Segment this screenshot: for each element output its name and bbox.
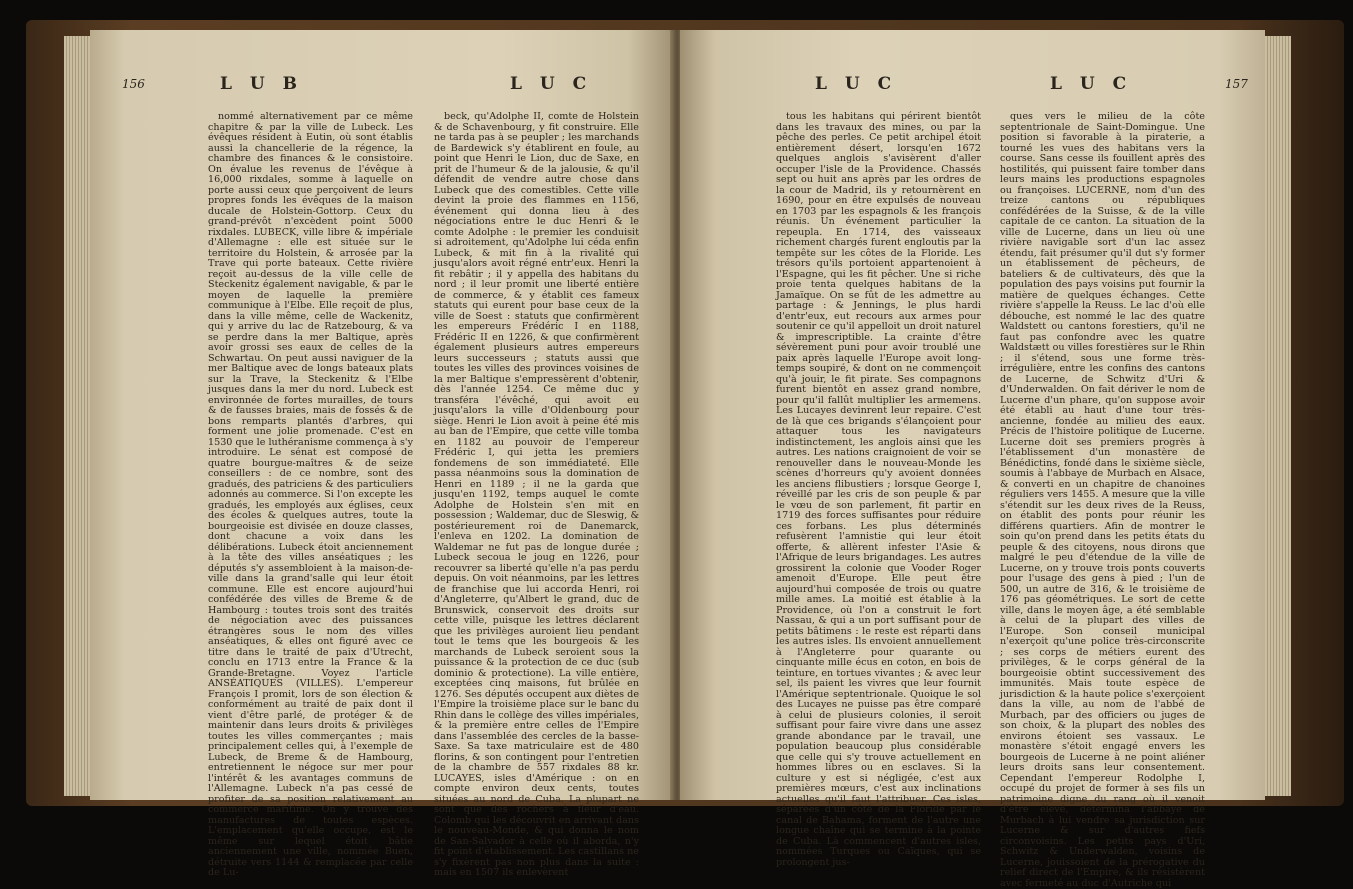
- page-edges-left: [64, 36, 90, 796]
- right-page-column-2: ques vers le milieu de la côte septentrionale de Saint-Domingue. Une position si favorable à la piraterie, a tourné les vues des habitans vers la course. Sans cesse ils fouillent après des hostilités, qui puissent faire tomber dans leurs mains les productions espagnoles ou françoises. LUCERNE, nom d'un des treize cantons ou républiques confédérées de la Suisse, & de la ville capitale de ce canton. La situation de la ville de Lucerne, dans un lieu où une rivière navigable sort d'un lac assez étendu, fait présumer qu'il dut s'y former un établissement de pêcheurs, de bateliers & de cultivateurs, dès que la population des pays voisins put fournir la matière de quelques échanges. Cette rivière s'appelle la Reuss. Le lac d'où elle débouche, est nommé le lac des quatre Waldstett ou cantons forestiers, qu'il ne faut pas confondre avec les quatre Waldstætt ou villes forestières sur le Rhin ; il s'étend, sous une forme très-irrégulière, entre les confins des cantons de Lucerne, de Schwitz d'Uri & d'Underwalden. On fait dériver le nom de Lucerne d'un phare, qu'on suppose avoir été établi au haut d'une tour très-ancienne, fondée au milieu des eaux. Précis de l'histoire politique de Lucerne. Lucerne doit ses premiers progrès à l'établissement d'un monastère de Bénédictins, fondé dans le sixième siècle, soumis à l'abbaye de Murbach en Alsace, & converti en un chapitre de chanoines réguliers vers 1455. A mesure que la ville s'étendit sur les deux rives de la Reuss, on établit des ponts pour réunir les différens quartiers. Afin de montrer le soin qu'on prend dans les petits états du peuple & des citoyens, nous dirons que malgré le peu d'étendue de la ville de Lucerne, on y trouve trois ponts couverts pour l'usage des gens à pied ; l'un de 500, un autre de 316, & le troisième de 176 pas géométriques. Le sort de cette ville, dans le moyen âge, a été semblable à celui de la plupart des villes de l'Europe. Son conseil municipal n'exerçoit qu'une police très-circonscrite ; ses corps de métiers eurent des privilèges, & le corps général de la bourgeoisie obtint successivement des immunités. Mais toute espèce de jurisdiction & la haute police s'exerçoient dans la ville, au nom de l'abbé de Murbach, par des officiers ou juges de son choix, & la plupart des nobles des environs étoient ses vassaux. Le monastère s'étoit engagé envers les bourgeois de Lucerne à ne point aliéner leurs droits sans leur consentement. Cependant l'empereur Rodolphe I, occupé du projet de former à ses fils un patrimoine digne du rang où il venoit d'être élevé, détermina l'abbaye de Murbach à lui vendre sa jurisdiction sur Lucerne & sur d'autres fiefs circonvoisins. Les petits pays d'Uri, Schwitz & Underwalden, voisins de Lucerne, jouissoient de la prérogative du relief direct de l'Empire, & ils résistèrent avec fermeté au duc d'Autriche qui: [1000, 111, 1205, 889]
- right-running-head-left: L U C: [815, 74, 898, 94]
- page-edges-right: [1265, 36, 1291, 796]
- right-page-number: 157: [1225, 77, 1248, 91]
- left-running-head-right: L U C: [510, 74, 593, 94]
- left-running-head-left: L U B: [220, 74, 303, 94]
- right-page: [680, 30, 1265, 889]
- right-page-column-1: tous les habitans qui périrent bientôt dans les travaux des mines, ou par la pêche des perles. Ce petit archipel étoit entièrement désert, lorsqu'en 1672 quelques anglois s'avisèrent d'aller occuper l'isle de la Providence. Chassés sept ou huit ans après par les ordres de la cour de Madrid, ils y retournèrent en 1690, pour en être expulsés de nouveau en 1703 par les espagnols & les françois réunis. Un événement particulier la repeupla. En 1714, des vaisseaux richement chargés furent engloutis par la tempête sur les côtes de la Floride. Les trésors qu'ils portoient appartenoient à l'Espagne, qui les fit pêcher. Une si riche proie tenta quelques habitans de la Jamaïque. On se fût de les admettre au partage : & Jennings, le plus hardi d'entr'eux, eut recours aux armes pour soutenir ce qu'il appelloit un droit naturel & imprescriptible. La crainte d'être sévèrement puni pour avoir troublé une paix après laquelle l'Europe avoit long-temps soupiré, & dont on ne commençoit qu'à jouir, le fit pirate. Ses compagnons furent bientôt en assez grand nombre, pour qu'il fallût multiplier les armemens. Les Lucayes devinrent leur repaire. C'est de là que ces brigands s'élançoient pour attaquer tous les navigateurs indistinctement, les anglois ainsi que les autres. Les nations craignoient de voir se renouveller dans le nouveau-Monde les scènes d'horreurs qu'y avoient données les anciens flibustiers ; lorsque George I, réveillé par les cris de son peuple & par le vœu de son parlement, fit partir en 1719 des forces suffisantes pour réduire ces forbans. Les plus déterminés refusèrent l'amnistie qui leur étoit offerte, & allèrent infester l'Asie & l'Afrique de leurs brigandages. Les autres grossirent la colonie que Vooder Roger amenoit d'Europe. Elle peut être aujourd'hui composée de trois ou quatre mille ames. La moitié est établie à la Providence, où l'on a construit le fort Nassau, & qui a un port suffisant pour de petits bâtimens : le reste est réparti dans les autres isles. Ils envoient annuellement à l'Angleterre pour quarante ou cinquante mille écus en coton, en bois de teinture, en tortues vivantes ; & avec leur sel, ils paient les vivres que leur fournit l'Amérique septentrionale. Quoique le sol des Lucayes ne puisse pas être comparé à celui de plusieurs colonies, il seroit suffisant pour faire vivre dans une assez grande abondance par le travail, une population beaucoup plus considérable que celle qui s'y trouve actuellement en hommes libres ou en esclaves. Si la culture y est si négligée, c'est aux premières mœurs, c'est aux inclinations actuelles qu'il faut l'attribuer. Ces isles, séparées d'un côté de la Floride par le canal de Bahama, forment de l'autre une longue chaîne qui se termine à la pointe de Cuba. Là commencent d'autres isles, nommées Turques ou Caïques, qui se prolongent jus-: [776, 111, 981, 868]
- right-running-head-right: L U C: [1050, 74, 1133, 94]
- left-page-number: 156: [122, 77, 145, 91]
- left-page-column-1: nommé alternativement par ce même chapitre & par la ville de Lubeck. Les évêques résident à Eutin, où sont établis aussi la chancellerie de la régence, la chambre des finances & le consistoire. On évalue les revenus de l'évêque à 16,000 rixdales, somme à laquelle on porte aussi ceux que perçoivent de leurs propres fonds les évêques de la maison ducale de Holstein-Gottorp. Ceux du grand-prévôt n'excèdent point 5000 rixdales. LUBECK, ville libre & impériale d'Allemagne : elle est située sur le territoire du Holstein, & arrosée par la Trave qui porte bateaux. Cette rivière reçoit au-dessus de la ville celle de Steckenitz également navigable, & par le moyen de laquelle la première communique à l'Elbe. Elle reçoit de plus, dans la ville même, celle de Wackenitz, qui y arrive du lac de Ratzebourg, & va se perdre dans la mer Baltique, après avoir grossi ses eaux de celles de la Schwartau. On peut aussi naviguer de la mer Baltique avec de longs bateaux plats sur la Trave, la Steckenitz & l'Elbe jusques dans la mer du nord. Lubeck est environnée de fortes murailles, de tours & de fausses braies, mais de fossés & de bons remparts plantés d'arbres, qui forment une jolie promenade. C'est en 1530 que le luthéranisme commença à s'y introduire. Le sénat est composé de quatre bourgue-maîtres & de seize conseillers : de ce nombre, sont des gradués, des patriciens & des particuliers adonnés au commerce. Si l'on excepte les gradués, les employés aux églises, ceux des écoles & quelques autres, toute la bourgeoisie est divisée en douze classes, dont chacune a voix dans les délibérations. Lubeck étoit anciennement à la tête des villes anséatiques ; les députés s'y assembloient à la maison-de-ville dans la grand'salle qui leur étoit commune. Elle est encore aujourd'hui confédérée des villes de Breme & de Hambourg : toutes trois sont des traités de négociation avec des puissances étrangères sous le nom des villes anséatiques, & elles ont figuré avec ce titre dans le traité de paix d'Utrecht, conclu en 1713 entre la France & la Grande-Bretagne. Voyez l'article ANSÉATIQUES (VILLES). L'empereur François I promit, lors de son élection & conformément au traité de paix dont il vient d'être parlé, de protéger & de maintenir dans leurs droits & privilèges toutes les villes commerçantes ; mais principalement celles qui, à l'exemple de Lubeck, de Breme & de Hambourg, entretiennent le négoce sur mer pour l'intérêt & les avantages communs de l'Allemagne. Lubeck n'a pas cessé de profiter de sa position relativement au commerce maritime. On y trouve des manufactures de toutes espèces. L'emplacement qu'elle occupe, est le même sur lequel étoit bâtie anciennement une ville, nommée Buen, détruite vers 1144 & remplacée par celle de Lu-: [208, 111, 413, 878]
- left-page: [90, 30, 675, 878]
- left-page-column-2: beck, qu'Adolphe II, comte de Holstein & de Schavenbourg, y fit construire. Elle ne tarda pas à se peupler ; les marchands de Bardewick s'y établirent en foule, au point que Henri le Lion, duc de Saxe, en prit de l'humeur & de la jalousie, & qu'il défendit de vendre autre chose dans Lubeck que des comestibles. Cette ville devint la proie des flammes en 1156, événement qui donna lieu à des négociations entre le duc Henri & le comte Adolphe : le premier les conduisit si adroitement, qu'Adolphe lui céda enfin Lubeck, & mit fin à la rivalité qui jusqu'alors avoit régné entr'eux. Henri la fit rebâtir ; il y appella des habitans du nord ; il leur promit une liberté entière de commerce, & y établit ces fameux statuts qui eurent pour base ceux de la ville de Soest : statuts que confirmèrent les empereurs Frédéric I en 1188, Frédéric II en 1226, & que confirmèrent également plusieurs autres empereurs leurs successeurs ; statuts aussi que toutes les villes des provinces voisines de la mer Baltique s'empressèrent d'obtenir, dès l'année 1254. Ce même duc y transféra l'évêché, qui avoit eu jusqu'alors la ville d'Oldenbourg pour siège. Henri le Lion avoit à peine été mis au ban de l'Empire, que cette ville tomba en 1182 au pouvoir de l'empereur Frédéric I, qui jetta les premiers fondemens de son immédiateté. Elle passa néanmoins sous la domination de Henri en 1189 ; il ne la garda que jusqu'en 1192, temps auquel le comte Adolphe de Holstein s'en mit en possession ; Waldemar, duc de Sleswig, & postérieurement roi de Danemarck, l'enleva en 1202. La domination de Waldemar ne fut pas de longue durée ; Lubeck secoua le joug en 1226, pour recouvrer sa liberté qu'elle n'a pas perdu depuis. On voit néanmoins, par les lettres de franchise que lui accorda Henri, roi d'Angleterre, qu'Albert le grand, duc de Brunswick, conservoit des droits sur cette ville, puisque les lettres déclarent que les privilèges auroient lieu pendant tout le tems que les bourgeois & les marchands de Lubeck seroient sous la puissance & la protection de ce duc (sub dominio & protectione). La ville entière, exceptées cinq maisons, fut brûlée en 1276. Ses députés occupent aux diètes de l'Empire la troisième place sur le banc du Rhin dans le collège des villes impériales, & la première entre celles de l'Empire dans l'assemblée des cercles de la basse-Saxe. Sa taxe matriculaire est de 480 florins, & son contingent pour l'entretien de la chambre de 557 rixdales 88 kr. LUCAYES, isles d'Amérique : on en compte environ deux cents, toutes situées au nord de Cuba. La plupart ne sont que des rochers à fleur d'eau. Colomb qui les découvrit en arrivant dans le nouveau-Monde, & qui donna le nom de San-Salvador à celle où il aborda, n'y fit point d'établissement. Les castillans ne s'y fixèrent pas non plus dans la suite : mais en 1507 ils enlevèrent: [434, 111, 639, 878]
